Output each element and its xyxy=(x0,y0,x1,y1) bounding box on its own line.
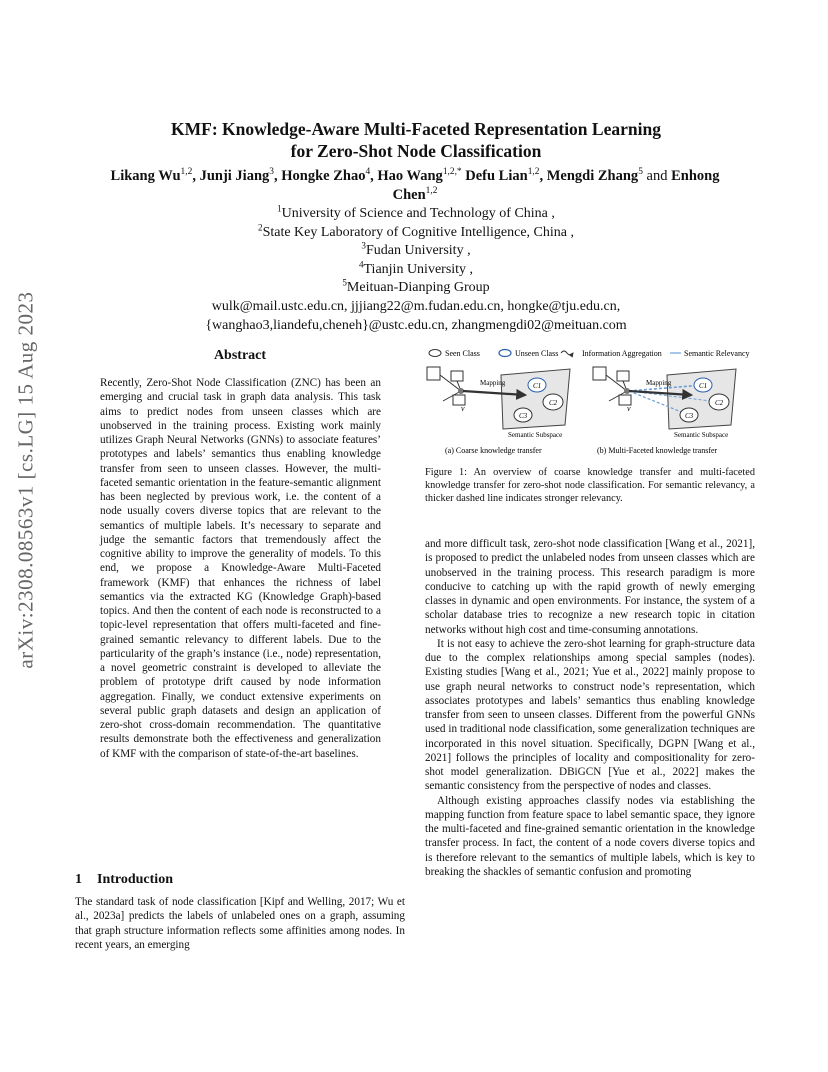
author-affil-mark: 1,2 xyxy=(425,186,438,197)
legend-seen: Seen Class xyxy=(445,349,480,358)
aggregation-icon xyxy=(561,351,573,355)
svg-text:C1: C1 xyxy=(533,382,542,390)
svg-text:Semantic Subspace: Semantic Subspace xyxy=(508,431,563,439)
author-separator: , xyxy=(192,168,200,184)
legend-aggregation: Information Aggregation xyxy=(582,349,662,358)
subcaption-a: (a) Coarse knowledge transfer xyxy=(445,446,542,455)
author-name: Mengdi Zhang xyxy=(546,168,639,184)
abstract-heading: Abstract xyxy=(213,348,267,363)
author-separator: and xyxy=(642,168,672,184)
legend-unseen: Unseen Class xyxy=(515,349,559,358)
svg-text:v: v xyxy=(461,404,465,413)
email-line: wulk@mail.ustc.edu.cn, jjjiang22@m.fudan.edu.cn, hongke@tju.edu.cn, xyxy=(211,298,621,314)
author-separator: , xyxy=(539,168,547,184)
author-affil-mark: 1,2 xyxy=(527,167,540,178)
section-heading: 1 Introduction xyxy=(75,872,173,887)
svg-text:C2: C2 xyxy=(549,399,558,407)
author-affil-mark: 5 xyxy=(638,167,643,178)
author-name: Likang Wu xyxy=(110,168,181,184)
svg-text:v: v xyxy=(627,404,631,413)
author-affil-mark: 1,2,* xyxy=(442,167,462,178)
affiliation-line: $^3$Fudan University , xyxy=(361,240,471,259)
svg-text:C1: C1 xyxy=(699,382,708,390)
arxiv-stamp: arXiv:2308.08563v1 [cs.LG] 15 Aug 2023 xyxy=(13,291,38,669)
svg-text:C3: C3 xyxy=(519,412,528,420)
panel-a xyxy=(427,367,570,455)
affiliation-line: $^5$Meituan-Dianping Group xyxy=(342,277,490,296)
svg-text:Semantic Subspace: Semantic Subspace xyxy=(674,431,729,439)
right-column-body xyxy=(425,537,755,879)
svg-text:Mapping: Mapping xyxy=(646,379,672,387)
author-affil-mark: 4 xyxy=(365,167,371,178)
abstract-body: Recently, Zero-Shot Node Classification (ZNC) has been an emerging and crucial task in graph data analysis. This task aims to predict nodes from unseen classes which are unobserved in the training process. Existing work mainly utilizes Graph Neural Networks (GNNs) to associate features’ prototypes and labels’ semantics thus enabling knowledge transfer from seen to unseen classes. However, the multi-faceted semantic orientation in the feature-semantic alignment has been neglected by previous work, i.e. the content of a node usually covers diverse topics that are relevant to the semantics of multiple labels. It’s necessary to separate and judge the semantic factors that tremendously affect the cognitive ability to improve the generality of models. To this end, we propose a Knowledge-Aware Multi-Faceted framework (KMF) that enhances the richness of label semantics via the extracted KG (Knowledge Graph)-based topics. And then the content of each node is reconstructed to a topic-level representation that offers multi-faceted and fine-grained semantic relevancy to different labels. Due to the particularity of the graph’s instance (i.e., node) representation, a novel geometric constraint is developed to alleviate the problem of prototype drift caused by node information aggregation. Finally, we conduct extensive experiments on several public graph datasets and design an application of zero-shot cross-domain recommendation. The quantitative results demonstrate both the effectiveness and generalization of KMF with the comparison of state-of-the-art baselines. xyxy=(100,377,381,760)
paper-title: KMF: Knowledge-Aware Multi-Faceted Representation Learning for Zero-Shot Node Classification xyxy=(171,119,661,161)
subcaption-b: (b) Multi-Faceted knowledge transfer xyxy=(597,446,718,455)
author-separator: , xyxy=(370,168,378,184)
paragraph: Although existing approaches classify nodes via establishing the mapping function from feature space to label semantic space, they ignore the multi-faceted and fine-grained semantic orientation in the knowledge transfer process. In fact, the content of a node covers diverse topics and is therefore relevant to the semantics of multiple labels, which is key to breaking the shackles of semantic confusion and promoting xyxy=(425,794,755,878)
paragraph: and more difficult task, zero-shot node classification [Wang et al., 2021], is proposed to predict the unlabeled nodes from unseen classes which are unobserved in the training process. This research paradigm is more conducive to catching up with the rapid growth of newly emerging classes in dynamic and open environments. For instance, the system of a scholar database tries to recognize a new research topic in citation networks without high cost and time-consuming annotations. xyxy=(425,538,755,636)
affiliation-line: $^2$State Key Laboratory of Cognitive Intelligence, China , xyxy=(258,221,574,240)
email-line: {wanghao3,liandefu,cheneh}@ustc.edu.cn, zhangmengdi02@meituan.com xyxy=(205,317,627,333)
affiliations xyxy=(100,205,732,335)
author-affil-mark: 3 xyxy=(269,167,274,178)
figure-caption: Figure 1: An overview of coarse knowledge transfer and multi-faceted knowledge transfer for zero-shot node classification. For semantic relevancy, a thicker dashed line indicates stronger relevancy. xyxy=(425,467,755,504)
author-name: Hao Wang xyxy=(377,168,443,184)
author-separator: , xyxy=(273,168,282,184)
svg-text:Mapping: Mapping xyxy=(480,379,506,387)
intro-paragraph: The standard task of node classification [Kipf and Welling, 2017; Wu et al., 2023a] predicts the labels of unlabeled ones on a graph, assuming that graph structure information reflects some affinities among nodes. In recent years, an emerging xyxy=(75,896,405,951)
legend-relevancy: Semantic Relevancy xyxy=(684,349,750,358)
paragraph: It is not easy to achieve the zero-shot learning for graph-structure data due to the complex relationships among special samples (nodes). Existing studies [Wang et al., 2021; Yue et al., 2022] mainly propose to use graph neural networks to construct node’s representation, which associates prototypes and labels’ semantics thus enabling knowledge transfer from seen to unseen classes. Different from the powerful GNNs used in traditional node classification, some generalization techniques are incorporated in this novel situation. Specifically, DGPN [Wang et al., 2021] follows the principles of locality and compositionality for zero-shot model generalization. DBiGCN [Yue et al., 2022] makes the semantic consistency from the perspective of nodes and classes. xyxy=(425,637,755,793)
unseen-class-icon xyxy=(499,350,511,357)
author-list xyxy=(110,167,720,205)
figure-1 xyxy=(425,345,755,457)
affiliation-line: $^4$Tianjin University , xyxy=(358,259,474,277)
author-name: Junji Jiang xyxy=(199,168,270,184)
svg-text:C3: C3 xyxy=(685,412,694,420)
affiliation-line: $^1$University of Science and Technology of China , xyxy=(277,203,555,221)
author-name: Enhong Chen xyxy=(392,168,720,203)
seen-class-icon xyxy=(429,350,441,357)
panel-b xyxy=(593,367,736,455)
author-affil-mark: 1,2 xyxy=(180,167,193,178)
author-name: Defu Lian xyxy=(465,168,528,184)
author-name: Hongke Zhao xyxy=(281,168,366,184)
svg-text:C2: C2 xyxy=(715,399,724,407)
